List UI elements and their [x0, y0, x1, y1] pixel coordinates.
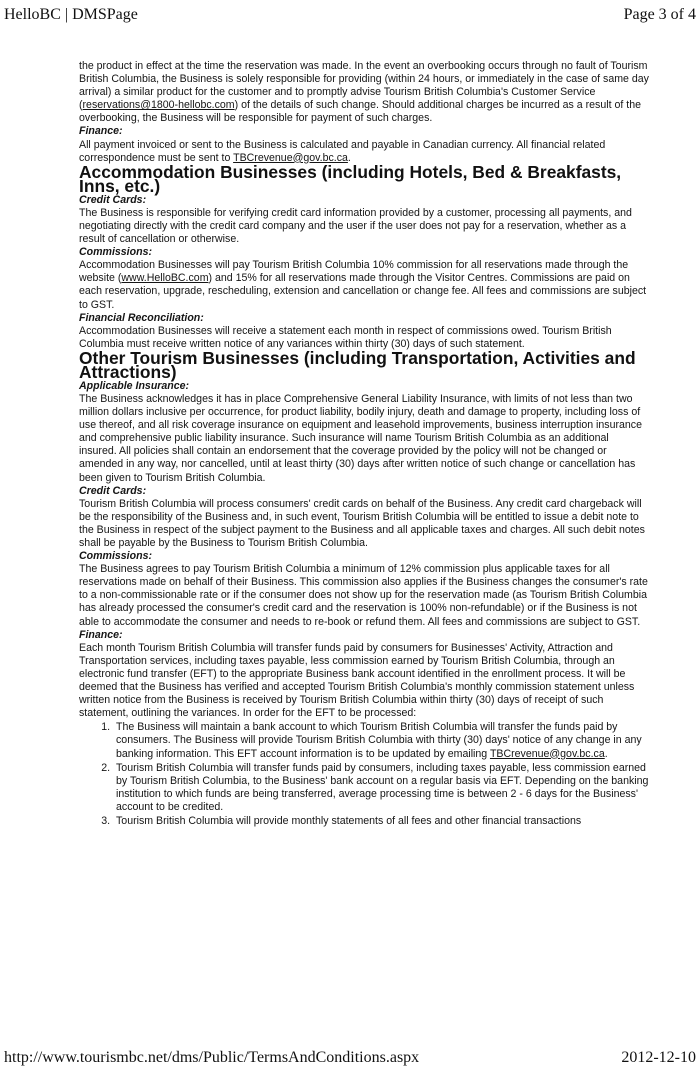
tbc-revenue-email-link-2[interactable]: TBCrevenue@gov.bc.ca: [489, 747, 605, 760]
overbooking-text-start: the product in effect at the time the reservation was made. In the event an overbooking occurs through no fault of Tourism British Columbia, the Business is solely responsible for providing (within 24 hours, or immediately in the case of same day arrival) a similar product for the customer and to promptly advise Tourism British Columbia's Customer Service (: [79, 60, 649, 112]
accommodation-commissions-heading: Commissions:: [79, 246, 152, 259]
print-footer: [0, 1049, 700, 1069]
print-header-title: HelloBC | DMSPage: [4, 6, 138, 23]
finance-heading: Finance:: [79, 125, 123, 138]
finance-text-end: .: [347, 151, 351, 164]
print-header: [0, 6, 700, 26]
financial-reconciliation-heading: Financial Reconciliation:: [79, 311, 204, 324]
other-commissions-paragraph: The Business agrees to pay Tourism British Columbia a minimum of 12% commission plus applicable taxes for all reservations made on behalf of their Business. This commission also applies if the Business changes the consumer's rate to a non-commissionable rate or if the consumer does not show up for the reservation made (as Tourism British Columbia has already processed the consumer's credit card and the reservation is 100% non-refundable) or if the Business is not able to accommodate the consumer and needs to re-book or refund them. All fees and commissions are subject to GST.: [79, 563, 648, 628]
accommodation-section-heading: Accommodation Businesses (including Hotels, Bed & Breakfasts, Inns, etc.): [79, 161, 622, 197]
document-body: [79, 60, 649, 829]
list-item-1-end: .: [604, 747, 608, 760]
accommodation-commissions-paragraph: [79, 259, 649, 311]
accommodation-commissions-text-end: ) and 15% for all reservations made through the Visitor Centres. Commissions are paid on each reservation, upgrade, rescheduling, extension and cancellation or change fee. All fees and commissions are subject to GST.: [79, 272, 647, 311]
finance-paragraph: [79, 139, 649, 165]
print-footer-date: 2012-12-10: [621, 1049, 696, 1066]
other-finance-paragraph: Each month Tourism British Columbia will transfer funds paid by consumers for Businesses' Activity, Attraction and Transportation services, including taxes payable, less commission earned by Tourism British Columbia, through an electronic fund transfer (EFT) to the appropriate Business bank account identified in the enrollment process. It will be deemed that the Business has verified and accepted Tourism British Columbia's monthly commission statement unless written notice from the Business is received by Tourism British Columbia within thirty (30) days of receipt of such statement, outlining the variances. In order for the EFT to be processed:: [79, 641, 635, 720]
eft-requirements-list: [79, 721, 649, 828]
list-item: [113, 721, 649, 760]
other-businesses-section-heading: Other Tourism Businesses (including Transportation, Activities and Attractions): [79, 347, 636, 383]
tbc-revenue-email-link[interactable]: TBCrevenue@gov.bc.ca: [233, 151, 348, 164]
overbooking-paragraph: [79, 60, 649, 125]
other-finance-heading: Finance:: [79, 628, 123, 641]
reservations-email-link[interactable]: reservations@1800-hellobc.com: [82, 99, 235, 112]
hellobc-website-link[interactable]: www.HelloBC.com: [121, 272, 209, 285]
applicable-insurance-heading: Applicable Insurance:: [79, 379, 190, 392]
overbooking-text-end: ) of the details of such change. Should additional charges be incurred as a result of the overbooking, the Business will be responsible for payment of such charges.: [79, 99, 641, 125]
financial-reconciliation-paragraph: Accommodation Businesses will receive a statement each month in respect of commissions owed. Tourism British Columbia must receive written notice of any variances within thirty (30) days of such statement.: [79, 324, 612, 350]
applicable-insurance-paragraph: The Business acknowledges it has in place Comprehensive General Liability Insurance, with limits of not less than two million dollars inclusive per occurrence, for product liability, bodily injury, death and damage to property, including loss of use thereof, and all risk coverage insurance on equipment and leasehold improvements, business interruption insurance and comprehensive public liability insurance. Such insurance will name Tourism British Columbia as an additional insured. All policies shall contain an endorsement that the coverage provided by the policy will not be changed or amended in any way, nor cancelled, until at least thirty (30) days after written notice of such change or cancellation has been given to Tourism British Columbia.: [79, 392, 642, 484]
accommodation-credit-heading: Credit Cards:: [79, 193, 147, 206]
print-footer-url: http://www.tourismbc.net/dms/Public/TermsAndConditions.aspx: [4, 1049, 420, 1066]
list-item: 3. Tourism British Columbia will provide monthly statements of all fees and other financial transactions: [113, 815, 649, 828]
other-commissions-heading: Commissions:: [79, 550, 152, 563]
print-header-page-number: Page 3 of 4: [623, 6, 696, 23]
finance-text-start: All payment invoiced or sent to the Business is calculated and payable in Canadian currency. All financial related correspondence must be sent to: [79, 138, 606, 164]
accommodation-credit-paragraph: The Business is responsible for verifying credit card information provided by a customer, processing all payments, and negotiating directly with the credit card company and the user if the user does not pay for a reservation, whether as a result of cancellation or otherwise.: [79, 206, 632, 246]
other-credit-paragraph: Tourism British Columbia will process consumers' credit cards on behalf of the Business. Any credit card chargeback will be the responsibility of the Business and, in such event, Tourism British Columbia will be entitled to issue a debit note to the Business in respect of the subject payment to the Business and all applicable taxes and charges. All such debit notes shall be payable by the Business to Tourism British Columbia.: [79, 497, 645, 549]
list-item: 2. Tourism British Columbia will transfer funds paid by consumers, including taxes payable, less commission earned by Tourism British Columbia, to the Business' bank account on a regular basis via EFT. Depending on the banking institution to which funds are being transferred, average processing time is between 2 - 6 days for the Business' account to be credited.: [113, 762, 649, 814]
other-credit-heading: Credit Cards:: [79, 484, 147, 497]
list-item-1-text: The Business will maintain a bank account to which Tourism British Columbia will transfer the funds paid by consumers. The Business will provide Tourism British Columbia with thirty (30) days' notice of any change in any banking information. This EFT account information is to be updated by emailing: [116, 721, 642, 760]
accommodation-commissions-text-start: Accommodation Businesses will pay Tourism British Columbia 10% commission for all reservations made through the website (: [79, 259, 629, 285]
